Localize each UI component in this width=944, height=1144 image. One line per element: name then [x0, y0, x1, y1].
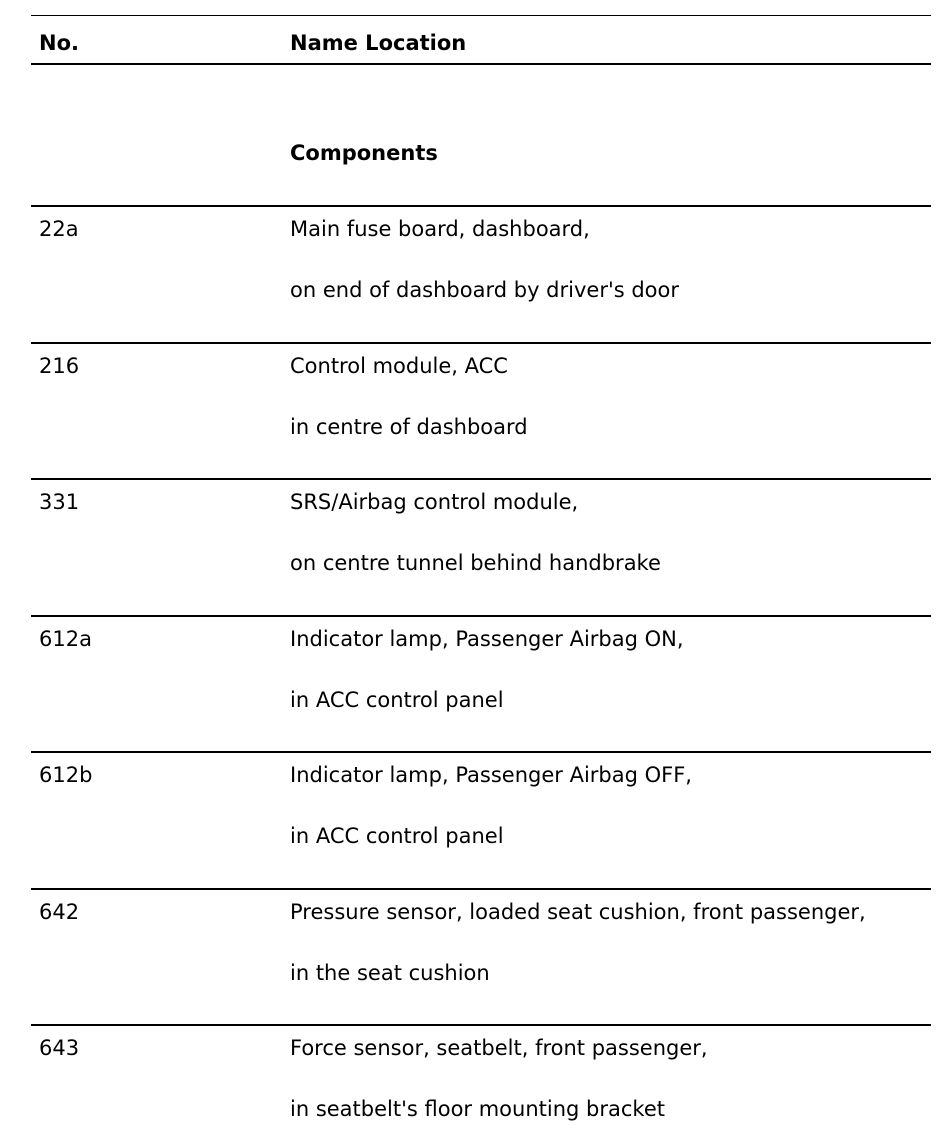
row-divider	[31, 751, 931, 753]
row-number: 612a	[39, 627, 92, 651]
header-no: No.	[39, 31, 79, 55]
row-number: 642	[39, 900, 80, 924]
row-name: Control module, ACC	[290, 354, 508, 378]
row-number: 612b	[39, 763, 93, 787]
row-location: in ACC control panel	[290, 688, 504, 712]
row-number: 643	[39, 1036, 80, 1060]
header-name-location: Name Location	[290, 31, 467, 55]
row-location: on centre tunnel behind handbrake	[290, 551, 661, 575]
row-name: SRS/Airbag control module,	[290, 490, 579, 514]
row-divider	[31, 615, 931, 617]
row-divider	[31, 1024, 931, 1026]
row-name: Indicator lamp, Passenger Airbag OFF,	[290, 763, 692, 787]
row-number: 22a	[39, 217, 79, 241]
row-location: in seatbelt's floor mounting bracket	[290, 1097, 665, 1121]
row-number: 216	[39, 354, 80, 378]
row-location: in centre of dashboard	[290, 415, 528, 439]
row-location: on end of dashboard by driver's door	[290, 278, 680, 302]
row-name: Force sensor, seatbelt, front passenger,	[290, 1036, 708, 1060]
header-bottom-rule	[31, 63, 931, 65]
row-divider	[31, 478, 931, 480]
row-location: in ACC control panel	[290, 824, 504, 848]
row-name: Main fuse board, dashboard,	[290, 217, 590, 241]
row-number: 331	[39, 490, 80, 514]
row-divider	[31, 888, 931, 890]
table-top-rule	[31, 15, 931, 16]
row-location: in the seat cushion	[290, 961, 490, 985]
row-divider	[31, 205, 931, 207]
row-name: Pressure sensor, loaded seat cushion, front passenger,	[290, 900, 866, 924]
section-title: Components	[290, 141, 438, 165]
row-divider	[31, 342, 931, 344]
row-name: Indicator lamp, Passenger Airbag ON,	[290, 627, 684, 651]
